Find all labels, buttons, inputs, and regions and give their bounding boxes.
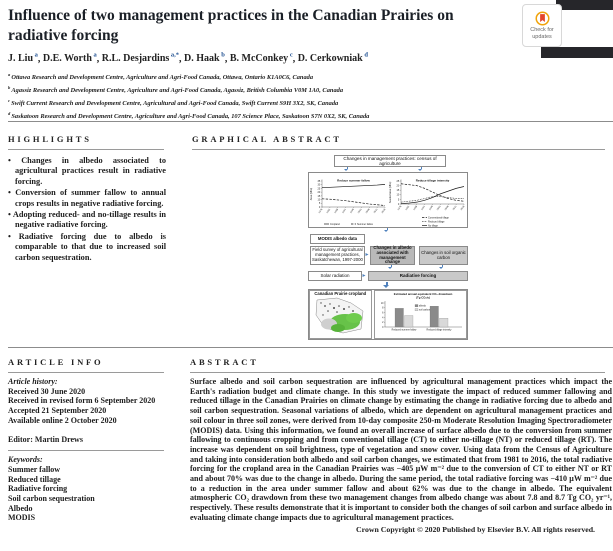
svg-text:Reduced summer fallow: Reduced summer fallow (391, 329, 417, 332)
history-item: Received in revised form 6 September 2020 (8, 396, 156, 406)
abstract-body (190, 377, 612, 534)
svg-text:Summer fallow: Summer fallow (357, 222, 373, 226)
tillage-intensity-chart (388, 173, 467, 227)
arrow-down-icon (439, 265, 446, 269)
svg-text:2001: 2001 (358, 208, 363, 214)
radiative-forcing-box: Radiative forcing (368, 271, 468, 281)
svg-text:1976: 1976 (397, 205, 403, 211)
keywords-list (8, 465, 168, 523)
history-item: Accepted 21 September 2020 (8, 406, 107, 416)
co2-chart-frame (374, 290, 467, 339)
copyright-line: Crown Copyright © 2020 Published by Elsevier B.V. All rights reserved. (356, 524, 595, 534)
modis-box: MODIS albedo data (310, 234, 365, 244)
graphical-abstract-rule (192, 149, 605, 150)
svg-text:6: 6 (382, 312, 384, 315)
soil-carbon-box: Changes in soil organic carbon (419, 246, 468, 265)
svg-text:No tillage: No tillage (428, 224, 438, 227)
survey-box: Field survey of agricultural management practices, Saskatchewan, 1997-2000 (310, 246, 365, 265)
svg-text:25: 25 (396, 179, 400, 183)
svg-text:1991: 1991 (342, 208, 347, 214)
svg-text:30: 30 (317, 183, 321, 187)
svg-text:2001: 2001 (437, 205, 442, 211)
keyword-item: Summer fallow (8, 464, 61, 474)
keyword-item: Soil carbon sequestration (8, 494, 95, 504)
svg-text:10: 10 (317, 198, 321, 202)
svg-text:Reduce tillage intensity: Reduce tillage intensity (415, 178, 450, 183)
editor-line: Editor: Martin Drews (8, 434, 83, 444)
svg-text:Cropland: Cropland (330, 222, 340, 226)
highlight-item: • Radiative forcing due to albedo is comparable to that due to increased soil carbon sequestration. (8, 232, 166, 263)
co2-drawdown-bar-chart (375, 291, 465, 336)
svg-text:35: 35 (317, 179, 321, 183)
abstract-text: Surface albedo and soil carbon sequestration are influenced by agricultural management practices which impact the Earth's radiation budget and climate change. In this study we investigate the impact of reduced summer fallowing and reduced tillage in the Canadian Prairies on climate change by estimating the change in radiative forcing due to albedo and soil carbon sequestration. Seasonal variations of albedo, which are dependent on agricultural management practices and soil colour in three soil zones, were derived from 10-day composite 250-m Moderate Resolution Imaging Spectroradiometer (MODIS) data. Using this information, we found an overall increase of surface albedo due to the conversion from summer fallowing to continuous cropping and from conventional tillage (CT) to either no-tillage (NT) or reduced tillage (RT). The increase was dependent on soil brightness, type of vegetation and snow cover. Using data from the Census of Agriculture and taking into consideration both albedo and soil carbon changes, we estimated that from 1981 to 2016, the total radiative forcing for the cropland area in the Canadian Prairies was −405 μW m⁻² due to the conversion of CT to either NT or RT and about 70% was due to the change in albedo. During the same period, the total radiative forcing was −410 μW m⁻² due to a reduction in the area under summer fallow and about 62% was due to the change in albedo. The equivalent atmospheric CO₂ drawdown from these two management changes from albedo change was about 7.8 and 8.7 Tg CO₂ yr⁻¹, respectively. These results demonstrate that it is important to consider both the changes of soil carbon and surface albedo in evaluating climate change impacts due to agricultural management practices. (190, 377, 612, 522)
viewer-artifact-top (556, 0, 613, 10)
svg-text:1986: 1986 (413, 205, 419, 211)
highlight-item: • Changes in albedo associated to agricultural practices result in radiative forcing. (8, 156, 166, 187)
affiliation: $^d$ Saskatoon Research and Development Centre, Agriculture and Agri-Food Canada, 107 Science Place, Saskatoon S7N 0X2, SK, Canada (8, 110, 370, 120)
svg-text:1981: 1981 (405, 205, 411, 211)
article-info-block (8, 377, 168, 523)
arrow-down-icon (384, 228, 391, 232)
svg-text:soil carbon: soil carbon (419, 309, 431, 312)
author: B. McConkey $^c$ (229, 52, 293, 65)
authors-line: J. Liu $^a$, D.E. Worth $^a$, R.L. Desjardins $^{a,*}$, D. Haak $^b$, B. McConkey $^c$, D. Cerkowniak $^d$ (8, 52, 368, 65)
arrow-down-icon (344, 167, 351, 171)
svg-text:2011: 2011 (452, 205, 458, 211)
svg-text:Estimated annual equivalent CO: Estimated annual equivalent CO₂ drawdown (394, 292, 453, 296)
svg-text:2006: 2006 (444, 205, 450, 211)
affiliations (8, 70, 598, 122)
article-info-heading: ARTICLE INFO (8, 357, 104, 367)
arrow-right-icon: ▸ (362, 273, 366, 279)
highlight-item: • Conversion of summer fallow to annual crops results in negative radiative forcing. (8, 188, 166, 209)
svg-text:20: 20 (396, 184, 400, 188)
svg-text:0: 0 (318, 205, 321, 209)
keywords-rule (8, 450, 164, 451)
arrow-down-icon (388, 265, 395, 269)
arrow-down-icon (418, 167, 425, 171)
highlight-item: • Adopting reduced- and no-tillage results in negative radiative forcing. (8, 210, 166, 231)
author: D. Haak $^b$ (184, 52, 225, 65)
svg-text:2016: 2016 (460, 205, 466, 211)
svg-text:10: 10 (381, 302, 384, 305)
svg-text:8: 8 (382, 307, 384, 310)
arrow-down-icon (383, 282, 390, 288)
graphical-abstract-figure (308, 154, 470, 340)
keyword-item: MODIS (8, 513, 36, 523)
svg-text:15: 15 (317, 194, 321, 198)
author: J. Liu $^a$ (8, 52, 38, 65)
svg-text:5: 5 (397, 198, 400, 202)
svg-text:Reduced tillage intensity: Reduced tillage intensity (426, 329, 452, 332)
highlights-rule (8, 149, 164, 150)
prairie-map-frame (309, 290, 372, 339)
albedo-change-box: Changes in albedo associated with management change (370, 246, 415, 265)
svg-text:20: 20 (317, 191, 321, 195)
svg-text:2: 2 (382, 322, 384, 325)
keyword-item: Radiative forcing (8, 484, 68, 494)
summer-fallow-chart (309, 173, 388, 227)
svg-text:15: 15 (396, 189, 400, 193)
history-item: Available online 2 October 2020 (8, 415, 117, 425)
results-panel (308, 289, 468, 340)
abstract-rule (190, 372, 605, 373)
svg-text:1986: 1986 (334, 208, 340, 214)
svg-text:5: 5 (318, 202, 321, 206)
svg-text:Conventional tillage: Conventional tillage (428, 216, 449, 220)
line-charts-panel (308, 172, 468, 228)
svg-text:2016: 2016 (381, 208, 387, 214)
svg-text:10: 10 (396, 193, 400, 197)
keyword-item: Albedo (8, 503, 33, 513)
map-label: Canadian Prairie cropland (314, 291, 367, 296)
svg-text:1996: 1996 (429, 205, 434, 211)
keyword-item: Reduced tillage (8, 474, 61, 484)
affiliation: $^b$ Agassiz Research and Development Centre, Agriculture and Agri-Food Canada, Agassiz, British Columbia V0M 1A0, Canada (8, 84, 344, 95)
svg-text:Seeded area (Mha): Seeded area (Mha) (389, 181, 392, 204)
svg-text:Area (Mha): Area (Mha) (310, 187, 313, 201)
keywords-label: Keywords: (8, 455, 43, 465)
svg-text:0: 0 (397, 202, 400, 206)
svg-text:4: 4 (382, 317, 384, 320)
svg-text:Reduce summer fallow: Reduce summer fallow (337, 178, 370, 183)
svg-text:1981: 1981 (326, 208, 332, 214)
svg-text:(Tg CO₂/y): (Tg CO₂/y) (416, 295, 431, 300)
bookmark-icon (535, 11, 550, 26)
prairie-cropland-map (311, 297, 370, 336)
author: R.L. Desjardins $^{a,*}$ (101, 52, 180, 65)
page-title: Influence of two management practices in the Canadian Prairies on radiative forcing (8, 7, 454, 44)
article-info-rule (8, 372, 164, 373)
svg-text:Reduced tillage: Reduced tillage (428, 220, 445, 224)
census-box: Changes in management practices: census of agriculture (334, 155, 446, 167)
svg-text:albedo: albedo (419, 305, 427, 308)
affiliation: $^c$ Swift Current Research and Development Centre, Agricultural and Agri-Food Canada, Swift Current S9H 3X2, SK, Canada (8, 97, 339, 107)
divider-middle (8, 347, 613, 348)
author: D. Cerkowniak $^d$ (297, 52, 368, 65)
abstract-heading: ABSTRACT (190, 357, 259, 367)
svg-text:2011: 2011 (373, 208, 379, 214)
svg-text:1976: 1976 (318, 208, 324, 214)
svg-text:1996: 1996 (350, 208, 355, 214)
svg-text:1991: 1991 (421, 205, 426, 211)
arrow-right-icon: ▸ (365, 252, 369, 258)
highlights-heading: HIGHLIGHTS (8, 134, 92, 144)
article-history-label: Article history: (8, 377, 58, 386)
svg-text:2006: 2006 (365, 208, 371, 214)
author: D.E. Worth $^a$ (42, 52, 97, 65)
history-item: Received 30 June 2020 (8, 386, 86, 396)
highlights-list (8, 156, 166, 264)
check-updates-label: Check for updates (530, 27, 554, 40)
svg-text:0: 0 (382, 326, 384, 329)
solar-radiation-box: Solar radiation (308, 271, 362, 281)
svg-text:25: 25 (317, 187, 321, 191)
divider-top (8, 121, 613, 122)
graphical-abstract-heading: GRAPHICAL ABSTRACT (192, 134, 342, 144)
affiliation: $^a$ Ottawa Research and Development Centre, Agriculture and Agri-Food Canada, Ottawa, Ontario K1A0C6, Canada (8, 72, 314, 82)
check-for-updates-badge[interactable] (522, 4, 562, 47)
article-history-list (8, 387, 168, 426)
